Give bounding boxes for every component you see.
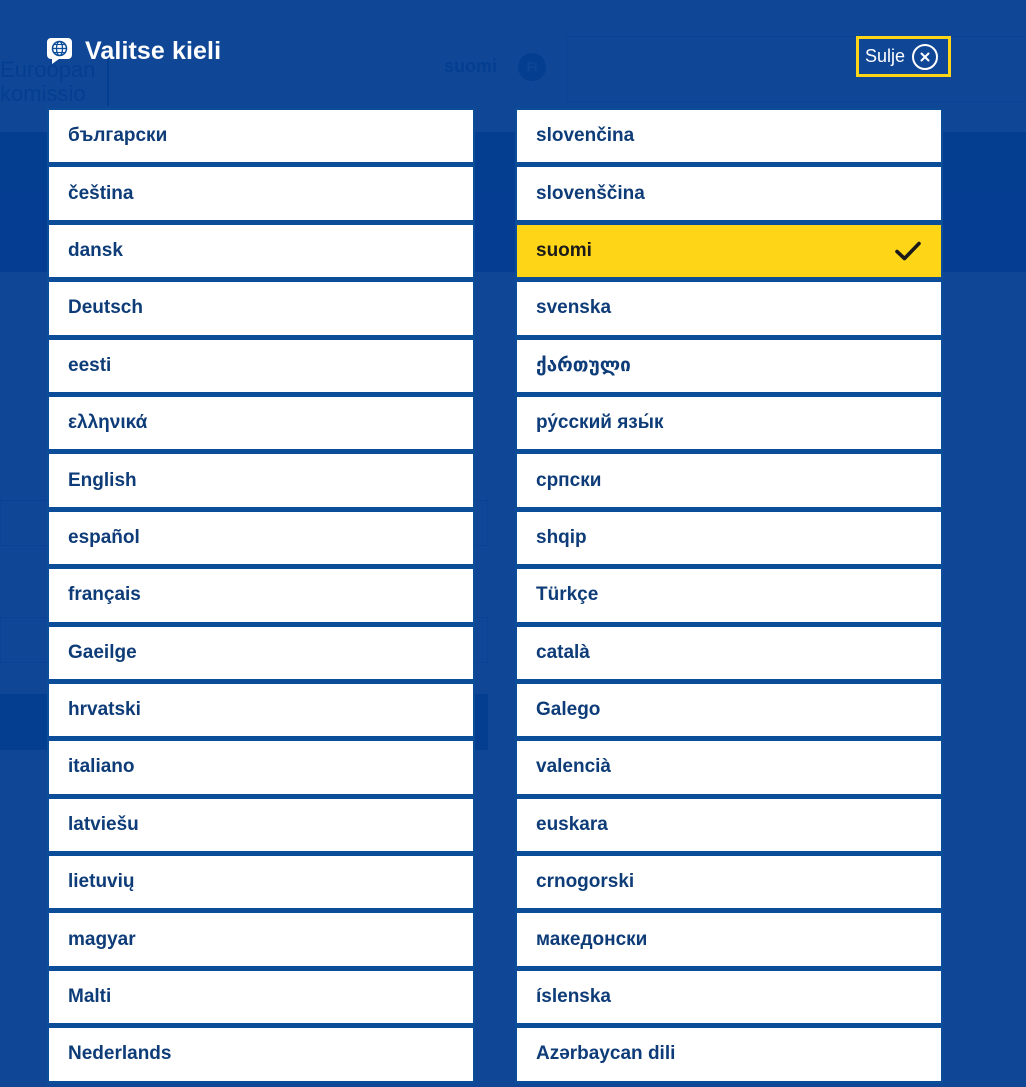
close-button-label: Sulje <box>865 46 906 66</box>
language-list-right <box>515 108 943 1084</box>
globe-speech-bubble-icon <box>46 37 73 65</box>
language-option-label: magyar <box>68 928 136 950</box>
language-option-label: valencià <box>536 756 611 778</box>
language-option[interactable] <box>515 739 943 796</box>
language-option-label: English <box>68 469 137 491</box>
language-option[interactable] <box>47 739 475 796</box>
language-option-label: Nederlands <box>68 1043 172 1065</box>
language-option[interactable] <box>47 1026 475 1083</box>
language-option-label: shqip <box>536 526 587 548</box>
language-option[interactable] <box>515 797 943 854</box>
language-option-label: Türkçe <box>536 584 599 606</box>
language-option-label: euskara <box>536 813 608 835</box>
language-option[interactable] <box>47 969 475 1026</box>
language-option[interactable] <box>47 567 475 624</box>
language-option-selected[interactable] <box>515 223 943 280</box>
language-option-label: català <box>536 641 590 663</box>
language-option-label: svenska <box>536 297 612 319</box>
check-icon <box>895 241 921 261</box>
language-option-label: Gaeilge <box>68 641 137 663</box>
language-option[interactable] <box>47 797 475 854</box>
language-option-label: crnogorski <box>536 871 635 893</box>
language-option-label: Azərbaycan dili <box>536 1043 676 1065</box>
language-option-label: latviešu <box>68 813 139 835</box>
language-option[interactable] <box>515 969 943 1026</box>
language-option-label: hrvatski <box>68 699 141 721</box>
language-option-label: български <box>68 125 168 147</box>
language-option[interactable] <box>515 280 943 337</box>
language-option[interactable] <box>47 452 475 509</box>
language-option-label: македонски <box>536 928 648 950</box>
language-option[interactable] <box>515 338 943 395</box>
language-option-label: čeština <box>68 182 134 204</box>
language-option[interactable] <box>47 510 475 567</box>
language-option[interactable] <box>47 395 475 452</box>
language-option[interactable] <box>47 108 475 165</box>
language-option[interactable] <box>47 165 475 222</box>
modal-header <box>46 36 221 66</box>
language-option[interactable] <box>515 911 943 968</box>
language-option-label: dansk <box>68 239 123 261</box>
language-option-label: Malti <box>68 986 112 1008</box>
language-option[interactable] <box>515 625 943 682</box>
language-option-label: ქართული <box>536 355 631 377</box>
language-option[interactable] <box>47 854 475 911</box>
language-list-left <box>47 108 475 1084</box>
language-option[interactable] <box>47 682 475 739</box>
language-option-label: español <box>68 526 140 548</box>
language-option[interactable] <box>515 567 943 624</box>
close-icon <box>912 44 938 70</box>
language-option-label: ру́сский язы́к <box>536 412 664 434</box>
language-option-label: italiano <box>68 756 135 778</box>
language-option[interactable] <box>515 108 943 165</box>
language-option-label: Deutsch <box>68 297 143 319</box>
language-option[interactable] <box>515 1026 943 1083</box>
language-option-label: suomi <box>536 239 592 261</box>
language-option-label: français <box>68 584 141 606</box>
language-option[interactable] <box>47 338 475 395</box>
language-option[interactable] <box>515 682 943 739</box>
language-option-label: српски <box>536 469 602 491</box>
language-option[interactable] <box>47 280 475 337</box>
language-option[interactable] <box>47 625 475 682</box>
modal-title: Valitse kieli <box>85 36 222 65</box>
language-option[interactable] <box>515 395 943 452</box>
language-option-label: ελληνικά <box>68 412 148 434</box>
language-option[interactable] <box>515 854 943 911</box>
language-option-label: lietuvių <box>68 871 135 893</box>
language-option-label: eesti <box>68 354 112 376</box>
language-option[interactable] <box>47 911 475 968</box>
language-option-label: slovenčina <box>536 125 635 147</box>
language-option[interactable] <box>515 452 943 509</box>
language-option[interactable] <box>515 510 943 567</box>
language-option[interactable] <box>47 223 475 280</box>
language-option-label: slovenščina <box>536 182 645 204</box>
language-option-label: íslenska <box>536 986 611 1008</box>
close-button[interactable] <box>856 36 951 77</box>
language-option-label: Galego <box>536 699 601 721</box>
language-option[interactable] <box>515 165 943 222</box>
